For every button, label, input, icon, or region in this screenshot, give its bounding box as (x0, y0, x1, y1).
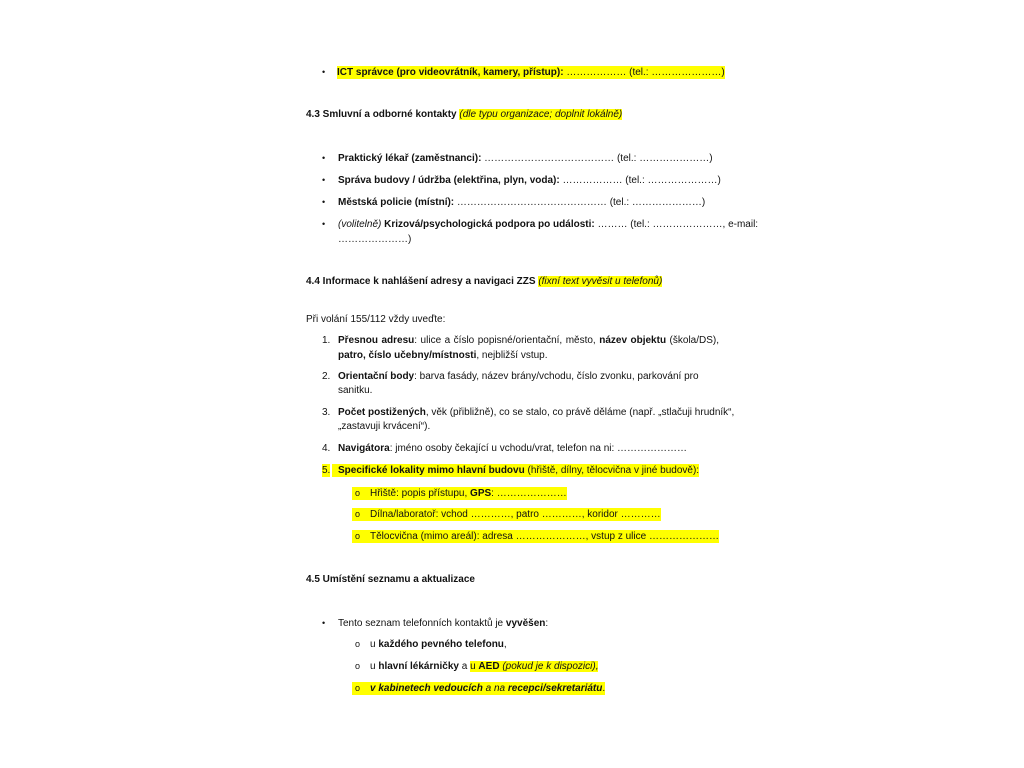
list-number: 1. (322, 335, 331, 346)
sub-text: u (370, 661, 379, 672)
item-bold: Orientační body (338, 371, 415, 382)
circle-bullet-icon: o (352, 508, 363, 521)
list-number: 3. (322, 407, 331, 418)
item-bold: název objektu (599, 335, 667, 346)
bullet-icon: • (322, 67, 326, 77)
item-text: : jméno osoby čekající u vchodu/vrat, telefon na ni: ………………… (389, 443, 688, 454)
sub-bold: GPS (470, 488, 492, 499)
bullet-icon: • (322, 197, 326, 207)
contact-label: Správa budovy / údržba (elektřina, plyn, voda): (338, 175, 560, 186)
numbered-item-cont: „zastavuji krvácení“). (338, 421, 431, 432)
placement-bold: vyvěšen (505, 618, 546, 629)
item-text: , věk (přibližně), co se stalo, co právě děláme (např. „stlačuji hrudník“, (425, 407, 735, 418)
sub-item (362, 682, 605, 695)
contact-item (338, 174, 721, 187)
circle-bullet-icon: o (352, 487, 363, 500)
aed-highlight (470, 661, 598, 672)
placement-end: : (545, 618, 549, 629)
ict-rest: ……………… (tel.: …………………) (563, 67, 725, 78)
bullet-icon: • (322, 219, 326, 229)
contact-rest: ……………………………………… (tel.: …………………) (454, 197, 706, 208)
heading-4-4 (306, 275, 662, 288)
list-number: 2. (322, 371, 331, 382)
numbered-item (338, 333, 719, 363)
circle-bullet-icon: o (352, 682, 363, 695)
numbered-item (332, 464, 699, 477)
contact-label: Městská policie (místní): (338, 197, 455, 208)
bullet-icon: • (322, 153, 326, 163)
sub-item (370, 660, 598, 673)
circle-bullet-icon: o (352, 530, 363, 543)
item-text: (škola/DS), (666, 335, 720, 346)
sub-bold: každého pevného telefonu (378, 639, 504, 650)
sub-item: Dílna/laboratoř: vchod …………, patro …………, koridor ………… (362, 508, 661, 521)
numbered-item (338, 406, 734, 419)
item-bold: Navigátora (338, 443, 390, 454)
heading-4-4-note: (fixní text vyvěsit u telefonů) (538, 276, 663, 287)
item-text: : ulice a číslo popisné/orientační, město, (414, 335, 596, 346)
contact-rest: ……… (tel.: …………………, e-mail: (594, 219, 759, 230)
item-text: (hřiště, dílny, tělocvična v jiné budově): (524, 465, 700, 476)
sub-italic: (pokud je k dispozici), (499, 661, 599, 672)
bullet-icon: • (322, 618, 326, 628)
contact-item (338, 196, 705, 209)
heading-4-4-text: 4.4 Informace k nahlášení adresy a navigaci ZZS (306, 276, 536, 287)
numbered-item (338, 370, 699, 383)
sub-text: , (503, 639, 507, 650)
heading-4-3 (306, 108, 622, 121)
contact-label: Praktický lékař (zaměstnanci): (338, 153, 482, 164)
list-number: 4. (322, 443, 331, 454)
sub-italic: a na (482, 683, 508, 694)
ict-label: ICT správce (pro videovrátník, kamery, přístup): (337, 67, 564, 78)
sub-bold: hlavní lékárničky (378, 661, 459, 672)
list-number: 5. (322, 465, 331, 476)
contact-item (338, 152, 713, 165)
placement-line (338, 617, 548, 630)
placement-text: Tento seznam telefonních kontaktů je (338, 618, 506, 629)
contact-rest: ……………… (tel.: …………………) (559, 175, 721, 186)
sub-item (370, 638, 507, 651)
heading-4-5 (306, 573, 475, 586)
sub-text: : ………………… (491, 488, 567, 499)
contact-prefix: (volitelně) (338, 219, 382, 230)
sub-text: u (470, 661, 479, 672)
sub-text: Hřiště: popis přístupu, (370, 488, 471, 499)
item-text: , nejbližší vstup. (476, 350, 548, 361)
contact-rest-continued: …………………) (338, 234, 412, 245)
sub-bold-italic: recepci/sekretariátu (507, 683, 603, 694)
numbered-item (338, 442, 687, 455)
sub-item: Tělocvična (mimo areál): adresa …………………, vstup z ulice ………………… (362, 530, 719, 543)
item-text: : barva fasády, název brány/vchodu, číslo zvonku, parkování pro (414, 371, 699, 382)
item-bold: patro, číslo učebny/místnosti (338, 350, 477, 361)
circle-bullet-icon: o (355, 661, 361, 671)
ict-line (337, 66, 725, 79)
circle-bullet-icon: o (355, 639, 361, 649)
sub-text: . (602, 683, 606, 694)
sub-bold-italic: v kabinetech vedoucích (370, 683, 483, 694)
heading-4-3-note: (dle typu organizace; doplnit lokálně) (459, 109, 623, 120)
sub-bold: AED (478, 661, 500, 672)
item-bold: Specifické lokality mimo hlavní budovu (338, 465, 525, 476)
heading-4-3-text: 4.3 Smluvní a odborné kontakty (306, 109, 457, 120)
sub-text: u (370, 639, 379, 650)
bullet-icon: • (322, 175, 326, 185)
contact-item (338, 218, 758, 231)
item-bold: Přesnou adresu (338, 335, 415, 346)
intro-text: Při volání 155/112 vždy uveďte: (306, 314, 446, 325)
contact-rest: ………………………………… (tel.: …………………) (481, 153, 713, 164)
item-bold: Počet postižených (338, 407, 426, 418)
numbered-item-cont: sanitku. (338, 385, 373, 396)
sub-text: a (458, 661, 471, 672)
heading-4-5-text: 4.5 Umístění seznamu a aktualizace (306, 574, 475, 585)
sub-item (362, 487, 567, 500)
contact-label: Krizová/psychologická podpora po události: (384, 219, 595, 230)
